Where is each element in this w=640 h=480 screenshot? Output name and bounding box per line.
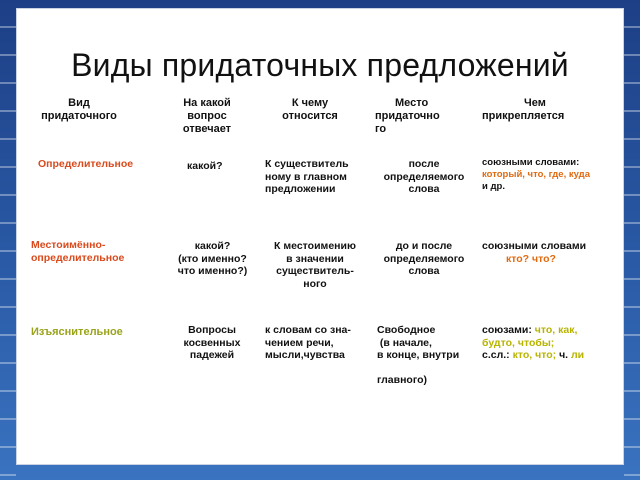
row3-place: Свободное (в начале, в конце, внутри главного) (377, 324, 460, 386)
row2-type: Местоимённо- определительное (31, 239, 125, 264)
header-attach: Чем прикрепляется (482, 97, 565, 122)
slide (17, 9, 623, 464)
row1-relates: К существитель ному в главном предложении (265, 158, 349, 195)
row3-relates: к словам со зна- чением речи, мысли,чувства (265, 324, 351, 361)
slide-title: Виды придаточных предложений (71, 47, 569, 83)
header-type: Вид придаточного (41, 97, 117, 122)
row2-relates: К местоимению в значении существитель- ного (274, 240, 356, 290)
row2-question: какой? (кто именно? что именно?) (177, 240, 248, 277)
row3-type: Изъяснительное (31, 326, 123, 338)
left-decorative-stripes (0, 0, 16, 480)
row1-attach: союзными словами: который, что, где, куда и др. (482, 157, 590, 192)
row1-place: после определяемого слова (383, 158, 465, 195)
row2-attach: союзными словами кто? что? (482, 240, 587, 265)
row1-question: какой? (187, 160, 223, 172)
header-question: На какой вопрос отвечает (182, 97, 232, 135)
header-relates: К чему относится (282, 97, 338, 122)
right-decorative-stripes (624, 0, 640, 480)
header-place: Место придаточно го (375, 97, 440, 135)
row3-attach: союзами: что, как, будто, чтобы; с.сл.: кто, что; ч. ли (482, 324, 585, 361)
row3-question: Вопросы косвенных падежей (183, 324, 241, 361)
row2-place: до и после определяемого слова (383, 240, 465, 277)
row1-type: Определительное (38, 158, 134, 170)
